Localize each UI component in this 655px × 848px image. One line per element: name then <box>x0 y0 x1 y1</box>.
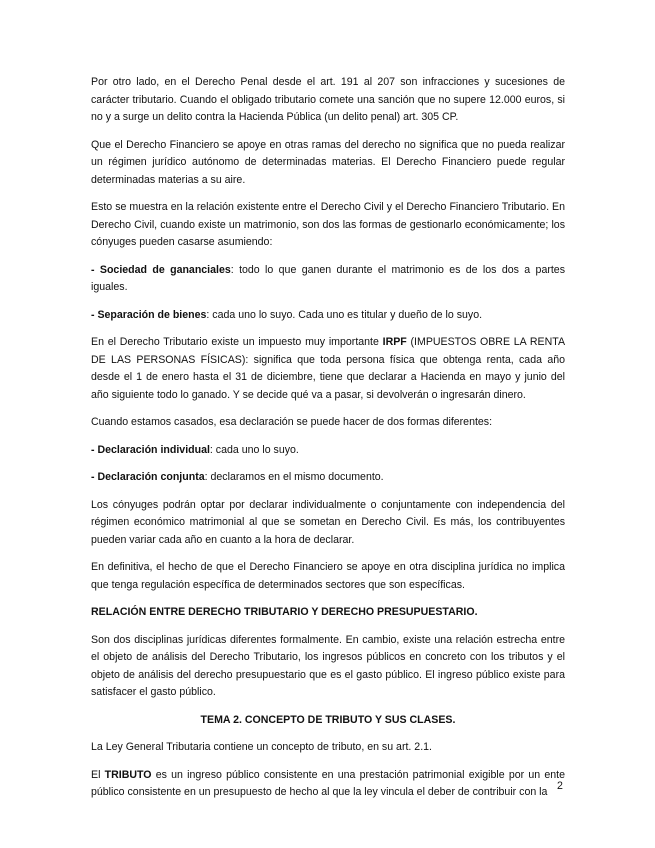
paragraph-tributo-definicion <box>91 767 565 802</box>
paragraph-regimen-autonomo: Que el Derecho Financiero se apoye en otras ramas del derecho no significa que no pueda realizar un régimen jurídico autónomo de determinadas materias. El Derecho Financiero puede regular determinadas materias a su aire. <box>91 138 565 186</box>
list-item-declaracion-individual <box>91 442 565 460</box>
irpf-term: IRPF <box>382 336 407 348</box>
paragraph-declaracion-formas: Cuando estamos casados, esa declaración se puede hacer de dos formas diferentes: <box>91 416 493 428</box>
tributo-term: TRIBUTO <box>104 768 152 781</box>
term-declaracion-conjunta: - Declaración conjunta <box>91 471 205 483</box>
paragraph-ley-general: La Ley General Tributaria contiene un concepto de tributo, en su art. 2.1. <box>91 741 432 753</box>
term-declaracion-individual: - Declaración individual <box>91 443 210 456</box>
paragraph-derecho-penal: Por otro lado, en el Derecho Penal desde el art. 191 al 207 son infracciones y sucesiones de carácter tributario. Cuando el obligado tributario comete una sanción que no supere 12.000 euros, si no y a surge un delito contra la Hacienda Pública (un delito penal) art. 305 CP. <box>91 76 565 123</box>
irpf-intro: En el Derecho Tributario existe un impuesto muy importante <box>91 336 383 348</box>
tributo-definition: es un ingreso público consistente en una prestación patrimonial exigible por un ente público consistente en un presupuesto de hecho al que la ley vincula el deber de contribuir con la <box>91 768 565 798</box>
list-item-separacion-bienes <box>91 307 565 325</box>
paragraph-en-definitiva: En definitiva, el hecho de que el Derecho Financiero se apoye en otra disciplina jurídica no implica que tenga regulación específica de determinados sectores que son específicas. <box>91 561 565 591</box>
page-body <box>91 74 565 812</box>
section-heading-relacion: RELACIÓN ENTRE DERECHO TRIBUTARIO Y DERECHO PRESUPUESTARIO. <box>91 606 478 618</box>
irpf-definition: (IMPUESTOS OBRE LA RENTA DE LAS PERSONAS FÍSICAS): significa que toda persona física que obtenga renta, cada año desde el 1 de enero hasta el 31 de diciembre, tiene que declarar a Hacienda en mayo y junio del año siguiente todo lo ganado. Y se decide qué va a pasar, si devolverán o ingresarán dinero. <box>91 336 566 401</box>
paragraph-conyuges: Los cónyuges podrán optar por declarar individualmente o conjuntamente con independencia del régimen económico matrimonial al que se sometan en Derecho Civil. Es más, los contribuyentes pueden variar cada año en cuanto a la hora de declarar. <box>91 498 565 546</box>
definition-separacion-bienes: : cada uno lo suyo. Cada uno es titular y dueño de lo suyo. <box>206 308 483 321</box>
definition-declaracion-individual: : cada uno lo suyo. <box>209 443 299 456</box>
paragraph-disciplinas: Son dos disciplinas jurídicas diferentes formalmente. En cambio, existe una relación estrecha entre el objeto de análisis del Derecho Tributario, los ingresos públicos en concreto con los tributos y el objeto de análisis del derecho presupuestario que es el gasto público. El ingreso público existe para satisfacer el gasto público. <box>91 633 565 698</box>
definition-declaracion-conjunta: : declaramos en el mismo documento. <box>204 471 384 483</box>
page-number: 2 <box>557 780 563 792</box>
term-separacion-bienes: - Separación de bienes <box>91 308 207 321</box>
list-item-declaracion-conjunta <box>91 469 565 487</box>
section-heading-tema-2: TEMA 2. CONCEPTO DE TRIBUTO Y SUS CLASES. <box>200 713 456 726</box>
term-sociedad-gananciales: - Sociedad de gananciales <box>91 263 231 276</box>
list-item-sociedad-gananciales <box>91 262 565 297</box>
paragraph-irpf <box>91 334 565 404</box>
definition-sociedad-gananciales: : todo lo que ganen durante el matrimonio es de los dos a partes iguales. <box>91 263 566 293</box>
tributo-intro: El <box>91 768 105 781</box>
paragraph-derecho-civil: Esto se muestra en la relación existente entre el Derecho Civil y el Derecho Financiero Tributario. En Derecho Civil, cuando existe un matrimonio, son dos las formas de gestionarlo económicamente; los cónyuges pueden casarse asumiendo: <box>91 201 565 248</box>
